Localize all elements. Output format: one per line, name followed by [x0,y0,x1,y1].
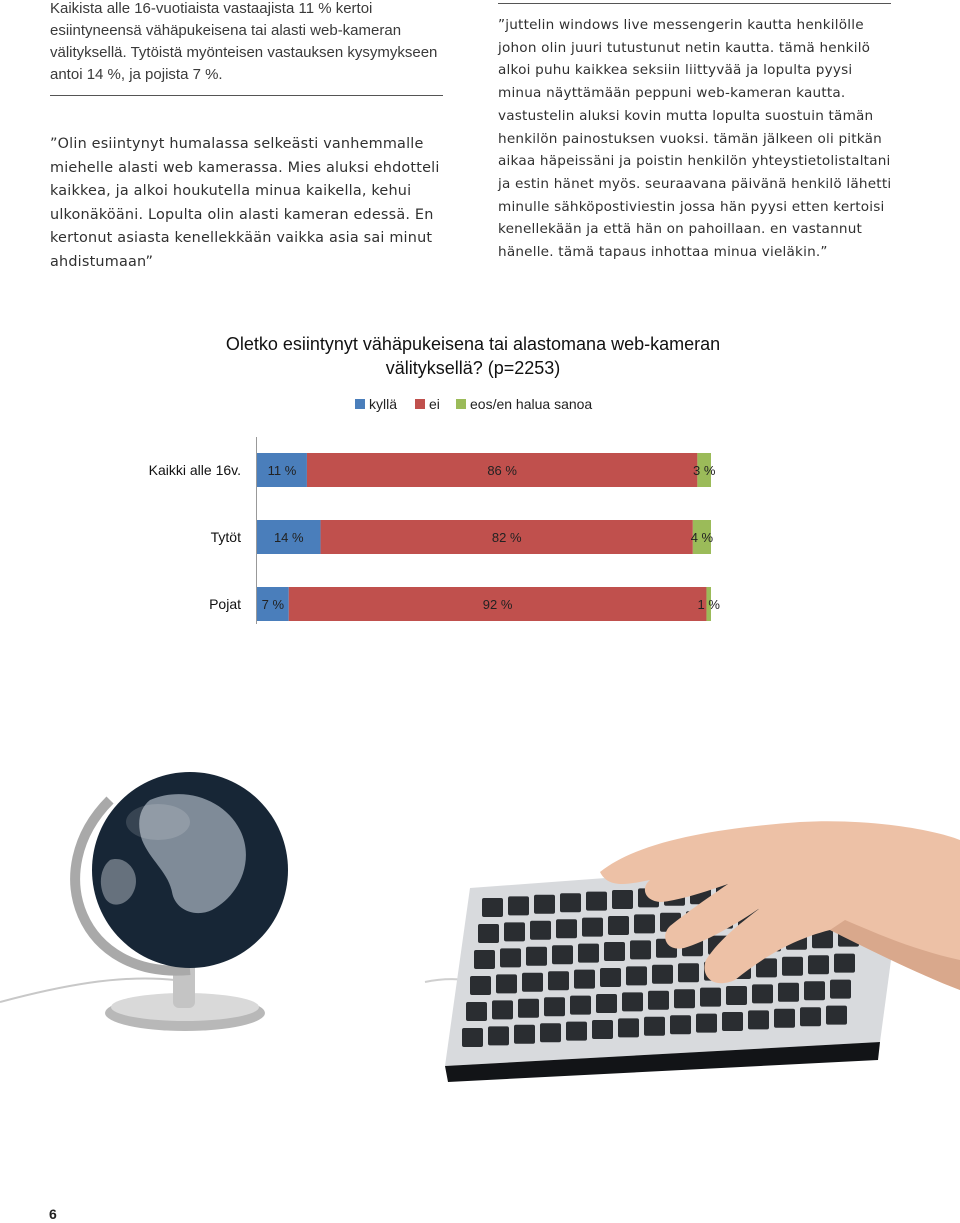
stacked-bar-chart [0,320,960,630]
keyboard-key [488,1026,509,1045]
page-number: 6 [49,1206,57,1222]
keyboard-key [578,944,599,963]
photo-globe-keyboard [0,760,960,1100]
bar-value-label: 3 % [692,463,716,478]
keyboard-key [804,981,825,1000]
keyboard-key [696,1014,717,1033]
quote-divider-left [50,95,443,96]
keyboard-key [508,896,529,915]
keyboard-key [626,966,647,985]
chart-title-line1: Oletko esiintynyt vähäpukeisena tai alastomana web-kameran [225,334,721,354]
intro-paragraph: Kaikista alle 16-vuotiaista vastaajista 11 % kertoi esiintyneensä vähäpukeisena tai alasti web-kameran välityksellä. Tytöistä myönteisen vastauksen kysymykseen antoi 14 %, ja pojista 7 %. [50,0,438,83]
bar-value-label: 92 % [482,597,513,612]
legend-swatch-kylla [355,399,365,409]
keyboard-key [782,957,803,976]
keyboard-key [470,976,491,995]
keyboard-key [808,955,829,974]
keyboard-key [774,1009,795,1028]
keyboard-key [634,914,655,933]
keyboard-key [612,890,633,909]
keyboard-key [700,988,721,1007]
bar-value-label: 82 % [491,530,522,545]
keyboard-key [474,950,495,969]
keyboard-key [618,1018,639,1037]
keyboard-key [630,940,651,959]
keyboard-key [582,918,603,937]
keyboard-key [674,989,695,1008]
keyboard-key [462,1028,483,1047]
chart-legend [355,396,592,412]
keyboard-key [622,992,643,1011]
keyboard-key [544,997,565,1016]
keyboard-key [652,965,673,984]
keyboard-key [504,922,525,941]
keyboard-key [648,991,669,1010]
keyboard-key [518,999,539,1018]
keyboard-key [592,1020,613,1039]
category-label: Kaikki alle 16v. [148,462,241,478]
keyboard-key [826,1006,847,1025]
keyboard-key [778,983,799,1002]
keyboard-key [570,996,591,1015]
chart-title-line2: välityksellä? (p=2253) [385,358,561,378]
keyboard-key [526,947,547,966]
legend-swatch-ei [415,399,425,409]
keyboard-key [748,1010,769,1029]
quote-left: ”Olin esiintynyt humalassa selkeästi vanhemmalle miehelle alasti web kamerassa. Mies aluksi ehdotteli kaikkea, ja alkoi houkutella minua kaikella, kehui ulkonäköäni. Lopulta olin alasti kameran edessä. En kertonut asiasta kenellekkään vaikka asia sai minut ahdistumaan” [50,136,440,270]
keyboard-key [600,968,621,987]
keyboard-key [534,895,555,914]
legend-swatch-eos [456,399,466,409]
keyboard-key [482,898,503,917]
keyboard-key [596,994,617,1013]
quote-divider-right [498,3,891,4]
quote-right: ”juttelin windows live messengerin kautta henkilölle johon olin juuri tutustunut netin kautta. tämä henkilö alkoi puhu kaikkea seksiin liittyvää ja lopulta pyysi minua näyttämään peppuni web-kameran kautta. vastustelin aluksi kovin mutta lopulta suostuin tämän henkilön painostuksen vuoksi. tämän jälkeen oli pitkän aikaa häpeissäni ja poistin henkilön yhteystietolistaltani ja estin hänet myös. seuraavana päivänä henkilö lähetti minulle sähköpostiviestin jossa hän pyysi etten kertoisi kenellekään ja että hän on pahoillaan. en vastannut hänelle. tämä tapaus inhottaa minua vieläkin.” [498,17,892,261]
keyboard-key [560,893,581,912]
keyboard-key [586,892,607,911]
keyboard-key [752,984,773,1003]
keyboard-key [670,1015,691,1034]
keyboard-key [830,980,851,999]
keyboard-key [574,970,595,989]
keyboard-key [834,954,855,973]
keyboard-key [566,1022,587,1041]
category-label: Pojat [209,596,241,612]
keyboard-key [800,1007,821,1026]
keyboard-key [604,942,625,961]
bar-value-label: 86 % [487,463,517,478]
keyboard-key [678,963,699,982]
keyboard-key [492,1000,513,1019]
category-label: Tytöt [210,529,241,545]
legend-label-ei: ei [429,396,440,412]
keyboard-key [466,1002,487,1021]
bar-value-label: 1 % [697,597,720,612]
keyboard-key [522,973,543,992]
keyboard-key [540,1023,561,1042]
legend-label-eos: eos/en halua sanoa [470,396,593,412]
keyboard-key [644,1017,665,1036]
keyboard-key [548,971,569,990]
keyboard-key [500,948,521,967]
bar-value-label: 4 % [690,530,714,545]
bar-value-label: 14 % [273,530,304,545]
keyboard-key [722,1012,743,1031]
bar-value-label: 7 % [261,597,285,612]
keyboard-key [556,919,577,938]
keyboard-key [552,945,573,964]
keyboard-key [514,1025,535,1044]
keyboard-key [496,974,517,993]
chart-bars [149,453,721,621]
legend-label-kylla: kyllä [369,396,398,412]
keyboard-key [726,986,747,1005]
keyboard-key [530,921,551,940]
keyboard-key [608,916,629,935]
bar-value-label: 11 % [267,463,297,478]
keyboard-key [478,924,499,943]
globe-highlight [126,804,190,840]
